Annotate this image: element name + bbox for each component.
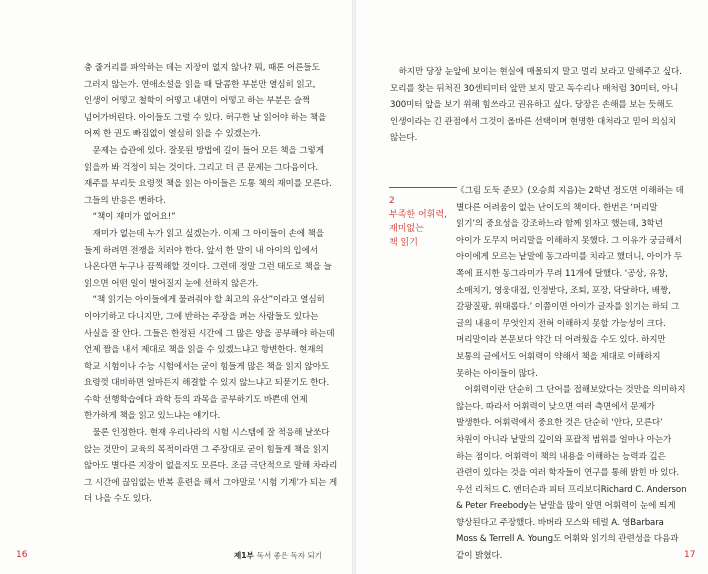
body-paragraph: “책 읽기는 아이들에게 물려줘야 할 최고의 유산”이라고 열심히 이야기하고 다니지만, 그에 반하는 주장을 펴는 사람들도 있다는 사실을 잘 안다. 그들은 한정된 시간에 그 많은 양을 공부해야 하는데 언제 짬을 내서 제대로 책을 읽을 수 있겠느냐고 항변한다. 현재의 학교 시험이나 수능 시험에서는 굳이 힘들게 많은 책을 읽지 않아도 요령껏 대비하면 얼마든지 해결할 수 있지 않느냐고 되묻기도 한다. 수학 선행학습에다 과학 등의 과목을 공부하기도 바쁜데 언제 한가하게 책을 읽고 있느냐는 얘기다. <box>84 295 335 422</box>
right-page <box>356 0 708 574</box>
left-page-body <box>84 60 340 508</box>
page-number-left: 16 <box>16 550 28 560</box>
left-page <box>0 0 352 574</box>
running-head-title: 독서 좋은 독자 되기 <box>256 551 322 560</box>
quote-line: “책이 재미가 없어요!” <box>92 212 176 223</box>
section-number: 2 <box>389 196 395 206</box>
running-head-part: 제1부 <box>234 551 254 560</box>
body-paragraph: 어휘력이란 단순히 그 단어를 접해보았다는 것만을 의미하지 않는다. 따라서 어휘력이 낮으면 여러 측면에서 문제가 발생한다. 어휘력에서 중요한 것은 단순히 ‘안다, 모른다’ 차원이 아니라 낱말의 깊이와 포괄적 범위를 얼마나 아는가 하는 점이다. 어휘력이 책의 내용을 이해하는 능력과 깊은 관련이 있다는 것을 여러 학자들이 연구를 통해 밝힌 바 있다. 우선 리처드 C. 앤더슨과 피터 프리보디Richard C. Anderson & Peter Freebody는 낱말을 많이 알면 어휘력이 눈에 띄게 향상된다고 주장했다. 바버라 모스와 테럴 A. 영Barbara Moss & Terrell A. Young도 어휘와 읽기의 관련성을 다음과 같이 밝혔다. <box>456 385 687 562</box>
right-page-top-text <box>390 64 686 147</box>
section-title-line: 부족한 어휘력, <box>389 210 447 220</box>
section-title-line: 재미없는 <box>389 224 424 234</box>
body-paragraph: 《그림 도둑 준모》(오승희 지음)는 2학년 정도면 이해하는 데 별다른 어려움이 없는 난이도의 책이다. 한번은 ‘머리말 읽기’의 중요성을 강조하느라 함께 읽자고 했는데, 3학년 아이가 도무지 머리말을 이해하지 못했다. 그 이유가 궁금해서 아이에게 모르는 낱말에 동그라미를 치라고 했더니, 아이가 두 쪽에 표시한 동그라미가 무려 11개에 달했다. ‘공상, 유창, 소매치기, 영웅대접, 인정받다, 조퇴, 포장, 닥달하다, 배짱, 갈팡질팡, 위태롭다.’ 이쯤이면 아이가 글자를 읽기는 하되 그 글의 내용이 무엇인지 전혀 이해하지 못할 가능성이 크다. 머리말이라 본문보다 약간 더 어려웠을 수도 있다. 하지만 보통의 글에서도 어휘력이 약해서 책을 제대로 이해하지 못하는 아이들이 많다. <box>456 186 684 379</box>
section-title-line: 책 읽기 <box>389 238 418 248</box>
body-paragraph: 물론 인정한다. 현재 우리나라의 시험 시스템에 잘 적응해 날쏘다 앉는 것만이 교육의 목적이라면 그 주장대로 굳이 힘들게 책을 읽지 않아도 별다른 지장이 없을지도 모른다. 조금 극단적으로 말해 차라리 그 시간에 끊임없는 반복 훈련을 해서 그야말로 ‘시험 기계’가 되는 게 더 나을 수도 있다. <box>84 428 338 505</box>
right-page-body <box>456 183 687 565</box>
running-head <box>234 550 322 561</box>
body-paragraph: 재미가 없는데 누가 읽고 싶겠는가. 이제 그 아이들이 손에 책을 들게 하려면 전쟁을 치러야 한다. 앞서 한 말이 내 아이의 입에서 나온다면 누구나 끔찍해할 것이다. 그런데 정말 그런 태도로 책을 늘 읽으면 어떤 일이 벌어질지 눈에 선하지 않은가. <box>84 228 332 289</box>
body-paragraph: 하지만 당장 눈앞에 보이는 현실에 매몰되지 말고 멀리 보라고 말해주고 싶다. 모리를 찾는 뒤처진 30센티미터 앞만 보지 말고 독수리나 매처럼 30미터, 아니 300미터 앞을 보기 위해 힘쓰라고 권유하고 싶다. 당장은 손해를 보는 듯해도 인생이라는 긴 관점에서 그것이 올바른 선택이며 현명한 대처라고 믿어 의심치 않는다. <box>390 67 682 144</box>
body-paragraph: 충 줄거리를 파악하는 데는 지장이 없지 않나? 뭐, 때론 어른들도 그러지 않는가. 연애소설을 읽을 때 달콤한 부분만 열심히 읽고, 인생이 어떻고 철학이 어떻고 내면이 어떻고 하는 부분은 슬쩍 넘어가버린다. 아이들도 그럴 수 있다. 허구한 날 읽어야 하는 책을 어찌 한 권도 빠짐없이 열심히 읽을 수 있겠는가. <box>84 63 327 140</box>
body-paragraph: 문제는 습관에 있다. 잘못된 방법에 길이 들어 모든 책을 그렇게 읽을까 봐 걱정이 되는 것이다. 그리고 더 큰 문제는 그다음이다. 재주를 부리듯 요령껏 책을 읽는 아이들은 도통 책의 재미를 모른다. 그들의 반응은 뻔하다. <box>84 145 332 206</box>
section-side-heading <box>389 187 457 250</box>
page-number-right: 17 <box>684 550 696 560</box>
